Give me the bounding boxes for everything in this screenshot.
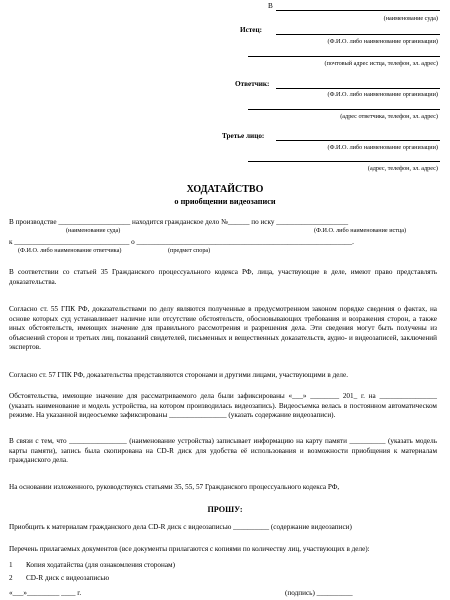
paragraph-article-35: В соответствии со статьей 35 Гражданского процессуального кодекса РФ, лица, участвующие в деле, имеют право представлять доказательства. — [9, 268, 437, 286]
intro-plaintiff-caption: (Ф.И.О. либо наименование истца) — [314, 227, 407, 234]
intro-court-caption: (наименование суда) — [66, 227, 121, 234]
paragraph-circumstances: Обстоятельства, имеющие значение для рассматриваемого дела были зафиксированы «___» ________ 201_ г. на ________________ (указать наименование и модель устройства, на котором производилась видеозапись). Видеосъемка велась в постоянном автоматическом режиме. На указанной видеосъемке зафиксированы ________________ (указать содержание видеозаписи). — [9, 392, 437, 420]
intro-line-1: В производстве ____________________ находится гражданское дело №______ по иску ____________________ — [9, 218, 349, 226]
court-prefix: В — [268, 2, 273, 10]
document-title: ХОДАТАЙСТВО — [186, 184, 264, 195]
intro-line-2: к ________________________________ о ____________________________________________________________. — [9, 238, 354, 246]
attachment-text: Копия ходатайства (для ознакомления сторонам) — [26, 561, 175, 569]
document-subtitle: о приобщении видеозаписи — [174, 197, 276, 206]
request-line: Приобщить к материалам гражданского дела CD-R диск с видеозаписью __________ (содержание видеозаписи) — [9, 523, 352, 531]
court-field[interactable] — [276, 10, 440, 11]
third-party-address-caption: (адрес, телефон, эл. адрес) — [367, 165, 438, 172]
defendant-address-field[interactable] — [248, 109, 440, 110]
defendant-label: Ответчик: — [235, 80, 270, 88]
third-party-label: Третье лицо: — [222, 132, 265, 140]
signature-field[interactable]: (подпись) __________ — [285, 589, 353, 597]
plaintiff-label: Истец: — [240, 26, 263, 34]
attachments-intro: Перечень прилагаемых документов (все документы прилагаются с копиями по количеству лиц, участвующих в деле): — [9, 545, 370, 553]
paragraph-basis: На основании изложенного, руководствуясь статьями 35, 55, 57 Гражданского процессуального кодекса РФ, — [9, 483, 340, 491]
signature-date[interactable]: «___»_________ ____ г. — [9, 589, 82, 597]
court-caption: (наименование суда) — [383, 15, 438, 22]
plaintiff-address-caption: (почтовый адрес истца, телефон, эл. адрес) — [324, 60, 438, 67]
third-party-address-field[interactable] — [248, 161, 440, 162]
attachment-text: CD-R диск с видеозаписью — [26, 574, 110, 582]
third-party-field[interactable] — [276, 140, 440, 141]
paragraph-article-55: Согласно ст. 55 ГПК РФ, доказательствами по делу являются полученные в предусмотренном законом порядке сведения о фактах, на основе которых суд устанавливает наличие или отсутствие обстоятельств, обосновывающих требования и возражения сторон, а также иных обстоятельств, имеющих значение для правильного рассмотрения и разрешения дела. Эти сведения могут быть получены из объяснений сторон и третьих лиц, показаний свидетелей, письменных и вещественных доказательств, аудио- и видеозаписей, заключений экспертов. — [9, 305, 437, 352]
defendant-field[interactable] — [276, 88, 440, 89]
attachment-number: 2 — [9, 574, 13, 582]
paragraph-memory-card: В связи с тем, что ________________ (наименование устройства) записывает информацию на карту памяти __________ (указать модель карты памяти), запись была скопирована на CD-R диск для удобства её использования и возможности приобщения к материалам гражданского дела. — [9, 437, 437, 465]
plaintiff-caption: (Ф.И.О. либо наименование организации) — [327, 38, 438, 45]
intro-defendant-caption: (Ф.И.О. либо наименование ответчика) — [18, 247, 122, 254]
defendant-address-caption: (адрес ответчика, телефон, эл. адрес) — [340, 113, 438, 120]
intro-subject-caption: (предмет спора) — [168, 247, 211, 254]
request-heading: ПРОШУ: — [207, 505, 243, 514]
paragraph-article-57: Согласно ст. 57 ГПК РФ, доказательства представляются сторонами и другими лицами, участвующими в деле. — [9, 371, 349, 379]
plaintiff-address-field[interactable] — [248, 56, 440, 57]
third-party-caption: (Ф.И.О. либо наименование организации) — [327, 144, 438, 151]
attachment-number: 1 — [9, 561, 13, 569]
plaintiff-field[interactable] — [276, 34, 440, 35]
defendant-caption: (Ф.И.О. либо наименование организации) — [327, 91, 438, 98]
